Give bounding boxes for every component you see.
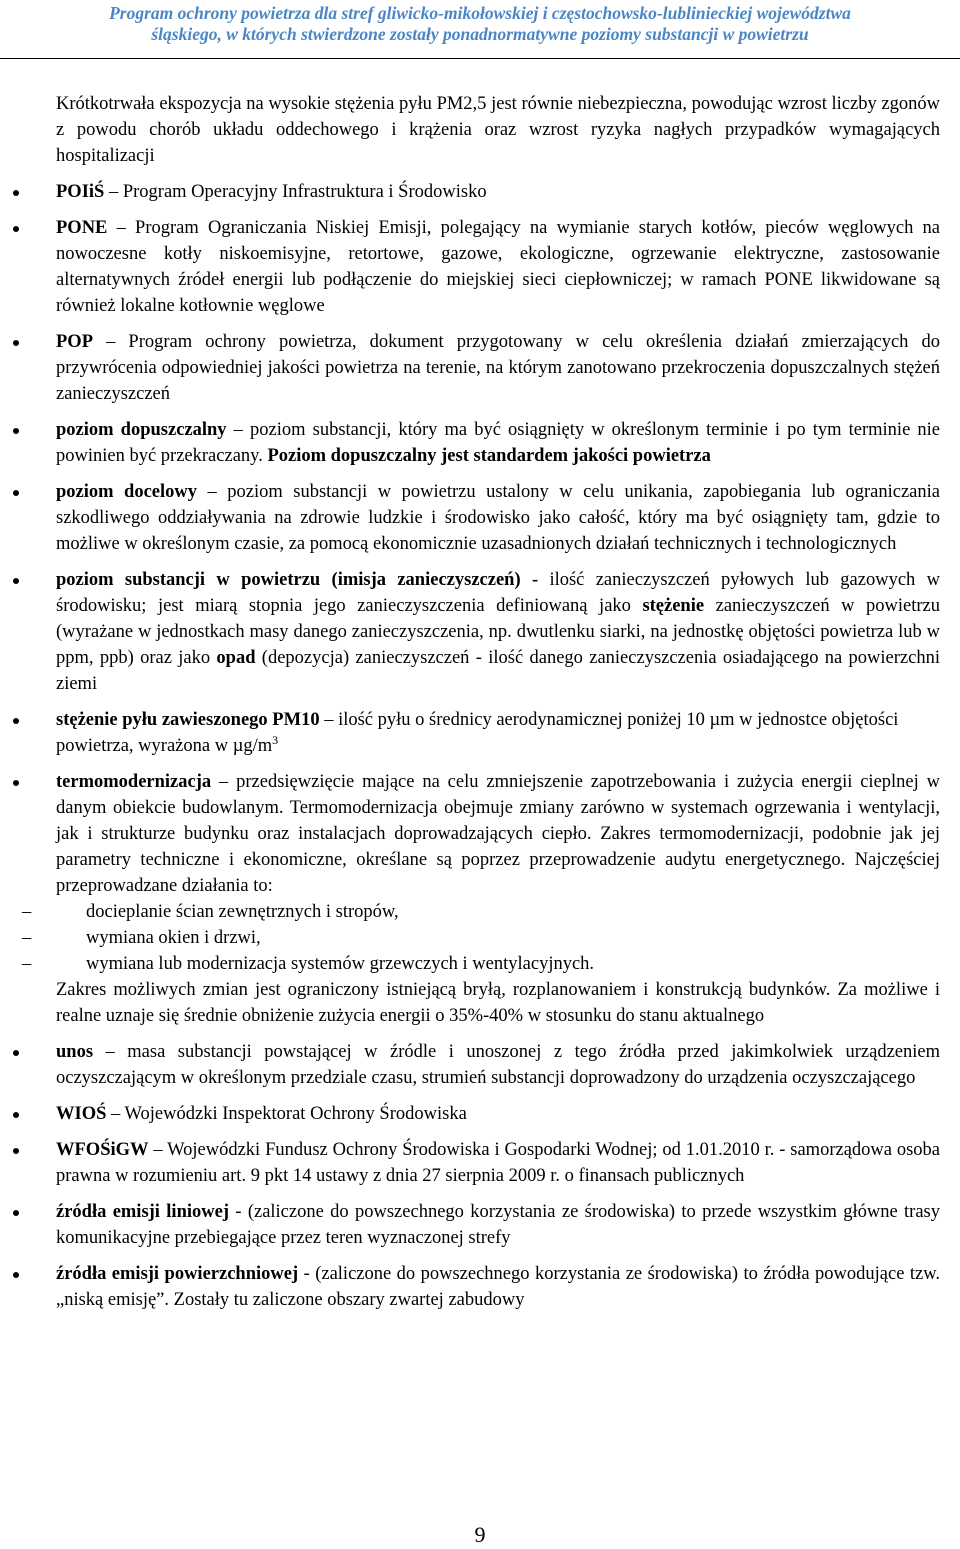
header-line-1: Program ochrony powietrza dla stref gliwicko-mikołowskiej i częstochowsko-lublinieckiej województwa xyxy=(109,3,851,23)
superscript: 3 xyxy=(272,732,279,747)
dash-icon: – xyxy=(22,954,32,974)
bullet-icon xyxy=(13,340,19,346)
term: poziom docelowy xyxy=(56,482,198,502)
definition: – poziom substancji, który ma być osiągnięty w określonym terminie i po tym terminie nie powinien być przekraczany. xyxy=(56,420,940,466)
definition-emphasis: Poziom dopuszczalny jest standardem jakości powietrza xyxy=(267,446,711,466)
glossary-item-zrodla-powierzchniowe xyxy=(56,1261,940,1313)
bullet-icon xyxy=(13,1210,19,1216)
term: poziom substancji w powietrzu (imisja zanieczyszczeń) - xyxy=(56,570,539,590)
definition: – Program Ograniczania Niskiej Emisji, polegający na wymianie starych kotłów, pieców węglowych na nowoczesne kotły niskoemisyjne, retortowe, gazowe, ekologiczne, ogrzewanie elektryczne, zastosowanie alternatywnych źródeł energii lub podłączenie do miejskiej sieci ciepłowniczej; w ramach PONE likwidowane są również lokalne kotłownie węglowe xyxy=(56,218,940,316)
glossary-item-wios xyxy=(56,1101,940,1127)
dash-icon: – xyxy=(22,902,32,922)
glossary-item-pop xyxy=(56,329,940,407)
intro-paragraph: Krótkotrwała ekspozycja na wysokie stężenia pyłu PM2,5 jest równie niebezpieczna, powodując wzrost liczby zgonów z powodu chorób układu oddechowego i krążenia oraz wzrost ryzyka nagłych przypadków wymagających hospitalizacji xyxy=(56,94,940,166)
term: źródła emisji powierzchniowej xyxy=(56,1264,299,1284)
definition: – ilość pyłu o średnicy aerodynamicznej poniżej 10 µm w jednostce objętości powietrza, wyrażona w µg/m xyxy=(56,710,899,756)
definition-part-b: zanieczyszczeń w powietrzu (wyrażane w jednostkach masy danego zanieczyszczenia, np. dwutlenku siarki, na jednostkę objętości powietrza lub w ppm, ppb) oraz jako xyxy=(56,596,940,668)
bullet-icon xyxy=(13,578,19,584)
bullet-icon xyxy=(13,226,19,232)
glossary-item-wfosigw xyxy=(56,1137,940,1189)
definition: – Program Operacyjny Infrastruktura i Środowisko xyxy=(104,182,487,202)
definition: – masa substancji powstającej w źródle i unoszonej z tego źródła przed jakimkolwiek urządzeniem oczyszczającym w określonym przedziale czasu, strumień substancji doprowadzony do urządzenia oczyszczającego xyxy=(56,1042,940,1088)
action-text: docieplanie ścian zewnętrznych i stropów, xyxy=(86,902,399,922)
glossary-item-poziom-docelowy xyxy=(56,479,940,557)
glossary-content xyxy=(22,91,940,1313)
glossary-item-pm10 xyxy=(56,707,940,759)
definition: – przedsięwzięcie mające na celu zmniejszenie zapotrzebowania i zużycia energii cieplnej w danym obiekcie budowlanym. Termomodernizacja obejmuje zmiany zarówno w systemach ogrzewania i wentylacji, jak i strukturze budynku oraz instalacjach doprowadzających ciepło. Zakres termomodernizacji, podobnie jak jej parametry techniczne i ekonomiczne, określane są poprzez przeprowadzenie audytu energetycznego. Najczęściej przeprowadzane działania to: xyxy=(56,772,940,896)
action-text: wymiana okien i drzwi, xyxy=(86,928,261,948)
dash-icon: – xyxy=(22,928,32,948)
bullet-icon xyxy=(13,780,19,786)
glossary-item-pone xyxy=(56,215,940,319)
term: POP xyxy=(56,332,93,352)
emphasis-opad: opad xyxy=(216,648,256,668)
definition: – Wojewódzki Inspektorat Ochrony Środowiska xyxy=(106,1104,467,1124)
definition: – Program ochrony powietrza, dokument przygotowany w celu określenia działań zmierzających do przywrócenia odpowiedniej jakości powietrza na terenie, na którym zanotowano przekroczenia dopuszczalnych stężeń zanieczyszczeń xyxy=(56,332,940,404)
definition: - (zaliczone do powszechnego korzystania ze środowiska) to źródła powodujące tzw. „niską emisję”. Zostały tu zaliczone obszary zwartej zabudowy xyxy=(56,1264,940,1310)
action-list-item xyxy=(22,951,940,977)
glossary-item-poziom-dopuszczalny xyxy=(56,417,940,469)
bullet-icon xyxy=(13,1148,19,1154)
glossary-item-poziom-substancji xyxy=(56,567,940,697)
term: PONE xyxy=(56,218,108,238)
definition-part-a: ilość zanieczyszczeń pyłowych lub gazowych w środowisku; jest miarą stopnia jego zanieczyszczenia definiowaną jako xyxy=(56,570,940,616)
definition: – Wojewódzki Fundusz Ochrony Środowiska i Gospodarki Wodnej; od 1.01.2010 r. - samorządowa osoba prawna w rozumieniu art. 9 pkt 14 ustawy z dnia 27 sierpnia 2009 r. o finansach publicznych xyxy=(56,1140,940,1186)
bullet-icon xyxy=(13,190,19,196)
term: termomodernizacja xyxy=(56,772,212,792)
bullet-icon xyxy=(13,718,19,724)
term: źródła emisji liniowej xyxy=(56,1202,229,1222)
definition-tail: Zakres możliwych zmian jest ograniczony istniejącą bryłą, rozplanowaniem i konstrukcją budynków. Za możliwe i realne uznaje się średnie obniżenie zużycia energii o 35%-40% w stosunku do stanu aktualnego xyxy=(56,980,940,1026)
term: poziom dopuszczalny xyxy=(56,420,227,440)
glossary-item-zrodla-liniowe xyxy=(56,1199,940,1251)
glossary-item-poiis xyxy=(56,179,940,205)
bullet-icon xyxy=(13,1050,19,1056)
bullet-icon xyxy=(13,1112,19,1118)
glossary-item-unos xyxy=(56,1039,940,1091)
header-line-2: śląskiego, w których stwierdzone zostały ponadnormatywne poziomy substancji w powietrzu xyxy=(151,24,809,44)
bullet-icon xyxy=(13,490,19,496)
definition: – poziom substancji w powietrzu ustalony w celu unikania, zapobiegania lub ograniczania szkodliwego oddziaływania na zdrowie ludzkie i środowisko jako całość, który ma być osiągnięty tam, gdzie to możliwe w określonym czasie, za pomocą ekonomicznie uzasadnionych działań technicznych i technologicznych xyxy=(56,482,940,554)
term: WIOŚ xyxy=(56,1104,107,1124)
definition: - (zaliczone do powszechnego korzystania ze środowiska) to przede wszystkim główne trasy komunikacyjne przebiegające przez teren wyznaczonej strefy xyxy=(56,1202,940,1248)
action-list-item xyxy=(22,899,940,925)
term: stężenie pyłu zawieszonego PM10 xyxy=(56,710,320,730)
action-list-item xyxy=(22,925,940,951)
bullet-icon xyxy=(13,1272,19,1278)
term: unos xyxy=(56,1042,94,1062)
definition-part-c: (depozycja) zanieczyszczeń - ilość danego zanieczyszczenia osiadającego na powierzchni ziemi xyxy=(56,648,940,694)
term: POIiŚ xyxy=(56,182,105,202)
running-header xyxy=(0,0,960,59)
action-text: wymiana lub modernizacja systemów grzewczych i wentylacyjnych. xyxy=(86,954,595,974)
bullet-icon xyxy=(13,428,19,434)
emphasis-stezenie: stężenie xyxy=(642,596,705,616)
term: WFOŚiGW xyxy=(56,1140,149,1160)
page-number: 9 xyxy=(474,1522,486,1547)
glossary-item-termomodernizacja xyxy=(22,769,940,1029)
